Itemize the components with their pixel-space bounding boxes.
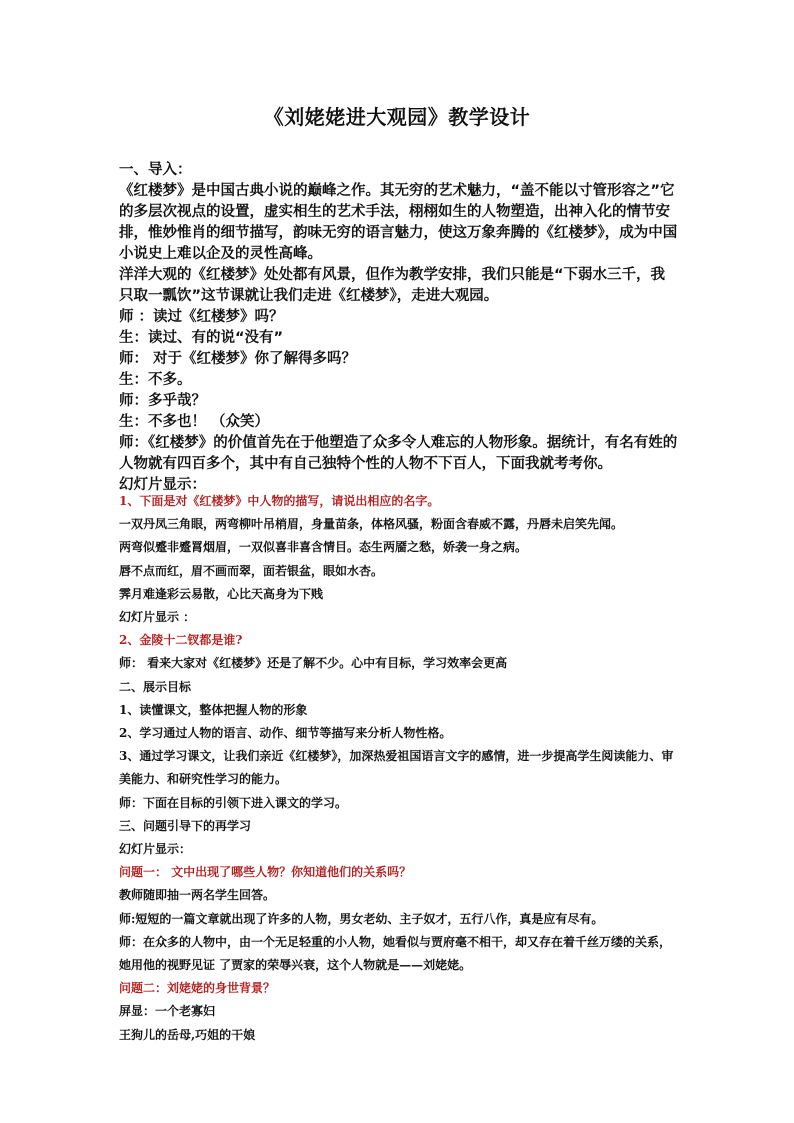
body-line: 师：下面在目标的引领下进入课文的学习。 [119,795,348,810]
body-line: 唇不点而红，眉不画而翠，面若银盆，眼如水杏。 [119,563,384,578]
dialogue-line: 师：多乎哉？ [119,393,206,409]
question-heading: 问题一： 文中出现了哪些人物？你知道他们的关系吗？ [119,865,412,880]
intro-paragraph: 《红楼梦》是中国古典小说的巅峰之作。其无穷的艺术魅力，“盖不能以寸管形容之”它的多层次视点的设置，虚实相生的艺术手法，栩栩如生的人物塑造，出神入化的情节安排，惟妙惟肖的细节描写，韵味无穷的语言魅力，使这万象奔腾的《红楼梦》，成为中国小说史上难以企及的灵性高峰。 [119,183,678,262]
body-line: 一双丹凤三角眼，两弯柳叶吊梢眉，身量苗条，体格风骚，粉面含春威不露，丹唇未启笑先闻。 [119,517,624,532]
body-line: 师： 看来大家对《红楼梦》还是了解不少。心中有目标，学习效率会更高 [119,656,508,671]
dialogue-line: 师： 对于《红楼梦》你了解得多吗？ [119,351,357,367]
body-line: 屏显：一个老寡妇 [119,1004,216,1019]
intro-paragraph: 洋洋大观的《红楼梦》处处都有风景，但作为教学安排，我们只能是“下弱水三千，我只取一瓢饮”这节课就让我们走进《红楼梦》，走进大观园。 [119,267,666,304]
document-title: 《刘姥姥进大观园》教学设计 [263,105,531,129]
section-heading: 二、展示目标 [119,679,192,694]
body-line: 教师随即抽一两名学生回答。 [119,888,276,903]
body-line: 1、读懂课文，整体把握人物的形象 [119,702,308,717]
dialogue-line: 生：不多。 [119,372,192,388]
question-heading: 1、下面是对《红楼梦》中人物的描写，请说出相应的名字。 [119,494,440,508]
dialogue-line: 生：不多也！ （众笑） [119,414,270,430]
dialogue-line: 生：读过、有的说“没有” [119,330,284,346]
lesson-section [119,490,679,1047]
intro-heading: 一、导入： [119,162,192,178]
body-line: 2、学习通过人物的语言、动作、细节等描写来分析人物性格。 [119,726,452,741]
body-line: 霁月难逢彩云易散，心比天高身为下贱 [119,586,324,601]
body-line: 幻灯片显示 ： [119,610,196,625]
body-line: 师:短短的一篇文章就出现了许多的人物，男女老幼、主子奴才，五行八作，真是应有尽有。 [119,911,604,926]
body-line: 师：在众多的人物中，由一个无足轻重的小人物，她看似与贾府毫不相干，却又存在着千丝万缕的关系，她用他的视野见证 了贾家的荣辱兴衰，这个人物就是——刘姥姥。 [119,934,672,973]
body-line: 幻灯片显示： [119,842,192,857]
intro-section [119,160,679,496]
slide-label: 幻灯片显示： [119,477,206,493]
section-heading: 三、问题引导下的再学习 [119,818,252,833]
body-line: 3、通过学习课文，让我们亲近《红楼梦》，加深热爱祖国语言文字的感情，进一步提高学生阅读能力、审美能力、和研究性学习的能力。 [119,749,674,787]
dialogue-line: 师 ：读过《红楼梦》吗？ [119,309,284,325]
dialogue-line: 师：《红楼梦》的价值首先在于他塑造了众多令人难忘的人物形象。据统计，有名有姓的人物就有四百多个，其中有自己独特个性的人物不下百人，下面我就考考你。 [119,435,678,472]
body-line: 两弯似蹙非蹙罥烟眉，一双似喜非喜含情目。态生两靥之愁，娇袭一身之病。 [119,540,528,555]
body-line: 王狗儿的岳母,巧姐的干娘 [119,1027,256,1042]
question-heading: 问题二：刘姥姥的身世背景？ [119,981,276,996]
question-heading: 2、金陵十二钗都是谁? [119,633,243,648]
